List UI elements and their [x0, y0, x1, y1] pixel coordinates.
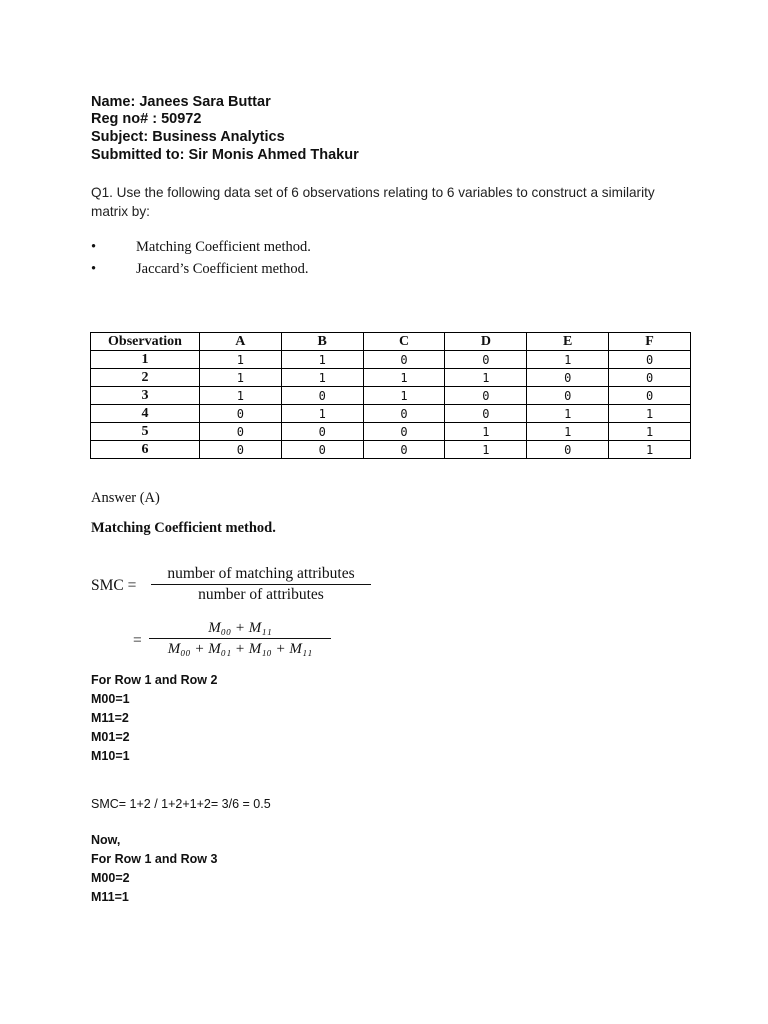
calc-m01: M01=2	[91, 730, 130, 744]
table-cell: 1	[527, 423, 609, 441]
fraction-denominator: number of attributes	[198, 586, 324, 603]
bullet-label: Matching Coefficient method.	[136, 239, 311, 255]
now-label: Now,	[91, 833, 121, 847]
header-f: F	[609, 333, 691, 351]
fraction-numerator: number of matching attributes	[167, 565, 355, 582]
table-cell: 0	[281, 387, 363, 405]
table-cell: 1	[445, 441, 527, 459]
header-d: D	[445, 333, 527, 351]
header-b: B	[281, 333, 363, 351]
method-title: Matching Coefficient method.	[91, 520, 276, 536]
table-header-row	[91, 333, 691, 351]
cell-observation: 6	[91, 441, 200, 459]
table-cell: 0	[281, 441, 363, 459]
table-row	[91, 441, 691, 459]
bullet-marker: •	[91, 261, 97, 277]
calc-m00: M00=2	[91, 871, 130, 885]
cell-observation: 3	[91, 387, 200, 405]
table-cell: 0	[445, 387, 527, 405]
calc-m10: M10=1	[91, 749, 130, 763]
formula-fraction-1	[151, 564, 371, 605]
table-row	[91, 351, 691, 369]
table-cell: 1	[609, 441, 691, 459]
bullet-item-matching	[91, 239, 491, 259]
cell-observation: 4	[91, 405, 200, 423]
table-cell: 0	[609, 387, 691, 405]
table-cell: 0	[527, 387, 609, 405]
table-cell: 0	[527, 369, 609, 387]
calc-row1-row3-title: For Row 1 and Row 3	[91, 852, 218, 866]
table-cell: 1	[609, 405, 691, 423]
table-cell: 0	[363, 423, 445, 441]
table-row	[91, 369, 691, 387]
table-cell: 1	[363, 387, 445, 405]
formula-equals: =	[133, 632, 142, 649]
table-cell: 0	[199, 441, 281, 459]
calc-m11: M11=2	[91, 711, 129, 725]
smc-result: SMC= 1+2 / 1+2+1+2= 3/6 = 0.5	[91, 797, 271, 811]
table-cell: 0	[363, 351, 445, 369]
cell-observation: 1	[91, 351, 200, 369]
header-e: E	[527, 333, 609, 351]
table-cell: 0	[609, 369, 691, 387]
formula-fraction-2	[149, 618, 331, 659]
table-row	[91, 387, 691, 405]
fraction-numerator: M₀₀ + M₁₁	[208, 620, 272, 636]
table-cell: 0	[363, 405, 445, 423]
table-row	[91, 423, 691, 441]
question-text: Q1. Use the following data set of 6 observations relating to 6 variables to construct a similarity matrix by:	[91, 185, 655, 219]
table-row	[91, 405, 691, 423]
table-cell: 0	[199, 423, 281, 441]
table-cell: 0	[363, 441, 445, 459]
calc-m11: M11=1	[91, 890, 129, 904]
calc-row1-row2-title: For Row 1 and Row 2	[91, 673, 218, 687]
table-cell: 1	[199, 387, 281, 405]
bullet-marker: •	[91, 239, 97, 255]
subject: Subject: Business Analytics	[91, 129, 285, 145]
bullet-label: Jaccard’s Coefficient method.	[136, 261, 309, 277]
table-cell: 0	[281, 423, 363, 441]
cell-observation: 5	[91, 423, 200, 441]
header-observation: Observation	[91, 333, 200, 351]
answer-label: Answer (A)	[91, 490, 160, 506]
table-cell: 1	[281, 369, 363, 387]
table-cell: 0	[527, 441, 609, 459]
table-cell: 0	[445, 405, 527, 423]
student-name: Name: Janees Sara Buttar	[91, 94, 271, 110]
header-a: A	[199, 333, 281, 351]
formula-lhs: SMC =	[91, 577, 137, 594]
table-cell: 1	[199, 351, 281, 369]
table-cell: 1	[527, 351, 609, 369]
table-cell: 1	[445, 423, 527, 441]
table-cell: 1	[199, 369, 281, 387]
table-cell: 0	[445, 351, 527, 369]
table-cell: 1	[281, 351, 363, 369]
submitted-to: Submitted to: Sir Monis Ahmed Thakur	[91, 147, 359, 163]
registration-number: Reg no# : 50972	[91, 111, 202, 127]
table-cell: 0	[199, 405, 281, 423]
table-cell: 1	[527, 405, 609, 423]
smc-formula	[91, 560, 391, 670]
table-cell: 1	[609, 423, 691, 441]
table-cell: 1	[363, 369, 445, 387]
fraction-denominator: M₀₀ + M₀₁ + M₁₀ + M₁₁	[167, 641, 313, 657]
observation-table	[90, 332, 691, 459]
header-c: C	[363, 333, 445, 351]
cell-observation: 2	[91, 369, 200, 387]
table-cell: 0	[609, 351, 691, 369]
bullet-item-jaccard	[91, 261, 491, 281]
table-cell: 1	[445, 369, 527, 387]
calc-m00: M00=1	[91, 692, 130, 706]
table-cell: 1	[281, 405, 363, 423]
